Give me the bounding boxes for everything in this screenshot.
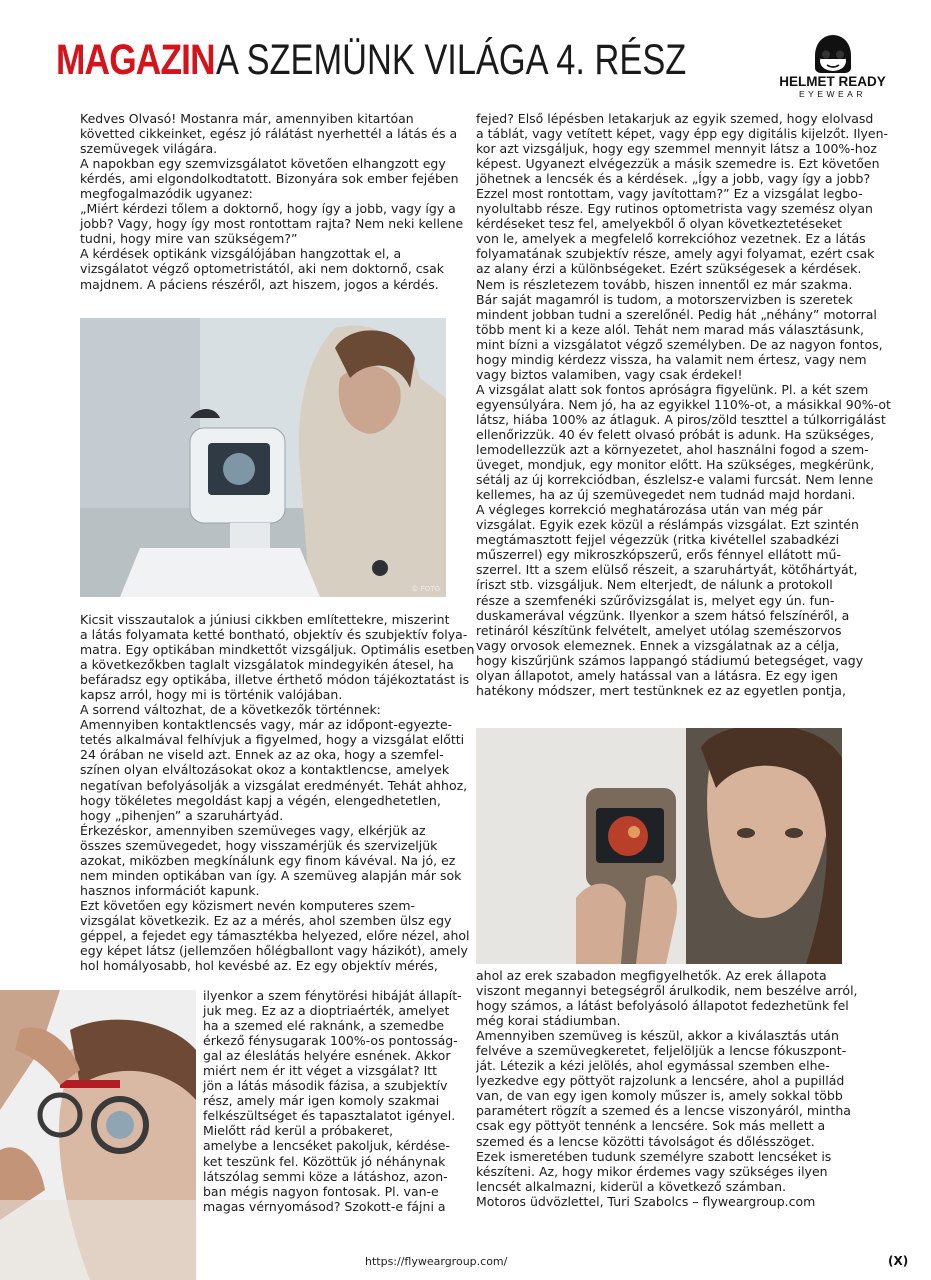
text-line: felvéve a szemüvegkeretet, feljelöljük a lencse fókuszpont- — [476, 1043, 847, 1059]
text-line: a táblát, vagy vetített képet, vagy épp egy digitális kijelzőt. Ilyen- — [476, 126, 889, 142]
text-line: tudni, hogy mire van szükségem?” — [80, 231, 298, 247]
text-line: tetés alkalmával felhívjuk a figyelmed, hogy a vizsgálat előtti — [80, 732, 465, 748]
helmet-face-icon — [811, 34, 855, 74]
text-line: magas vérnyomásod? Szokott-e fájni a — [203, 1198, 446, 1214]
text-line: befáradsz egy optikába, illetve érthető módon tájékoztatást is — [80, 672, 470, 688]
text-line: ban mégis nagyon fontosak. Pl. van-e — [203, 1183, 439, 1199]
text-line: kérdéseket tesz fel, amelyekből ő olyan következtetéseket — [476, 216, 843, 232]
column-2-ending — [476, 968, 858, 1209]
text-line: mindent jobban tudni a szerelőnél. Pedig hát „néhány” motorral — [476, 306, 877, 322]
brand-logo — [770, 34, 895, 100]
text-line: azokat, miközben megkínálunk egy finom kávéval. Na jó, ez — [80, 852, 456, 868]
text-line: géppel, a fejedet egy támasztékba helyezed, előre nézel, ahol — [80, 927, 470, 943]
text-line: Amennyiben kontaktlencsés vagy, már az időpont-egyezte- — [80, 717, 453, 733]
text-line: negatívan befolyásolják a vizsgálat eredményét. Tehát ahhoz, — [80, 777, 468, 793]
text-line: egy képet látsz (jellemzően hőlégballont vagy házikót), amely — [80, 943, 468, 959]
text-line: Kedves Olvasó! Mostanra már, amennyiben kitartóan — [80, 111, 414, 126]
text-line: szemüvegek világára. — [80, 141, 218, 157]
text-line: a látás folyamata ketté bontható, objektív és szubjektív folya- — [80, 627, 468, 643]
text-line: ahol az erek szabadon megfigyelhetők. Az erek állapota — [476, 968, 827, 983]
text-line: hogy mindig kérdezz vissza, ha valamit nem értesz, vagy nem — [476, 351, 867, 367]
text-line: felkészültséget és tapasztalatot igényel. — [203, 1108, 456, 1124]
text-line: hogy kiszűrjünk számos lappangó stádiumú betegséget, vagy — [476, 652, 864, 668]
text-line: matra. Egy optikában mindkettőt vizsgáljuk. Optimális esetben — [80, 642, 475, 658]
text-line: látszólag semmi köze a látáshoz, azon- — [203, 1168, 448, 1184]
text-line: van, de van egy igen komoly műszer is, amely sokkal több — [476, 1088, 843, 1104]
text-line: követted cikkeinket, egész jó rálátást nyerhettél a látás és a — [80, 126, 458, 142]
text-line: Ezt követően egy közismert nevén komputeres szem- — [80, 897, 416, 913]
page-number: (X) — [888, 1254, 909, 1268]
text-line: kor azt vizsgáljuk, hogy egy szemmel mennyit látsz a 100%-hoz — [476, 141, 877, 157]
column-1-body — [80, 612, 474, 973]
text-line: vizsgálatot végző optometristától, aki nem doktornő, csak — [80, 261, 445, 277]
text-line: műszerrel) egy mikroszkópszerű, erős fénnyel ellátott mű- — [476, 547, 841, 563]
text-line: gal az éleslátás helyére esnének. Akkor — [203, 1048, 451, 1064]
text-line: egyensúlyára. Nem jó, ha az egyikkel 110%-ot, a másikkal 90%-ot — [476, 396, 891, 412]
text-line: része a szemfenéki szűrővizsgálat is, melyet egy ún. fun- — [476, 592, 835, 608]
text-line: A sorrend változhat, de a következők történnek: — [80, 702, 381, 718]
text-line: több ment ki a keze alól. Tehát nem marad más választásunk, — [476, 321, 864, 337]
text-line: duskamerával végzünk. Ilyenkor a szem hátsó felszínéről, a — [476, 607, 850, 623]
text-line: kapsz arról, hogy mi is történik valójában. — [80, 687, 343, 703]
text-line: érkező fénysugarak 100%-os pontosság- — [203, 1033, 458, 1049]
text-line: Bár saját magamról is tudom, a motorszervizben is szeretek — [476, 291, 853, 307]
text-line: vagy orvosok elemeznek. Ennek a vizsgálatnak az a célja, — [476, 637, 840, 653]
text-line: retináról készítünk felvételt, amelyet utólag szemészorvos — [476, 622, 842, 638]
logo-subtitle: EYEWEAR — [798, 89, 866, 99]
text-line: jöhetnek a lencsék és a kérdések. „Így a jobb, vagy így a jobb? — [476, 171, 871, 187]
text-line: ellenőrizzük. 40 év felett olvasó próbát is adunk. Ha szükséges, — [476, 426, 875, 442]
text-line: összes szemüvegedet, hogy visszamérjük és szervizeljük — [80, 837, 438, 853]
text-line: amelybe a lencséket pakoljuk, kérdése- — [203, 1138, 450, 1154]
text-line: hogy tökéletes megoldást kapj a végén, elengedhetetlen, — [80, 792, 441, 808]
photo-trial-frame — [0, 990, 196, 1280]
text-line: sétálj az új korrekciódban, észlelsz-e valami furcsát. Nem lenne — [476, 472, 874, 488]
text-line: látsz, hiába 100% az átlaguk. A piros/zöld teszttel a túlkorrigálást — [476, 411, 886, 427]
text-line: paramétert rögzít a szemed és a lencse viszonyáról, mintha — [476, 1103, 851, 1119]
text-line: megfogalmazódik ugyanez: — [80, 186, 253, 202]
column-1-intro — [80, 111, 463, 292]
photo-autorefractor-exam: © FOTÓ — [80, 318, 446, 597]
text-line: vagy biztos valamiben, vagy csak érdekel! — [476, 366, 743, 382]
text-line: lencsét alkalmazni, kiderül a következő számban. — [476, 1178, 787, 1194]
text-line: üveget, mondjuk, egy monitor előtt. Ha szükséges, megkérünk, — [476, 457, 875, 473]
text-line: juk meg. Ez az a dioptriaérték, amelyet — [203, 1003, 450, 1019]
text-line: még korai stádiumban. — [476, 1013, 621, 1029]
text-line: hasznos információt kapunk. — [80, 882, 260, 898]
text-line: szemed és a lencse közötti távolságot és dőlésszöget. — [476, 1133, 815, 1149]
text-line: csak egy pöttyöt tennénk a lencsére. Sok más mellett a — [476, 1118, 826, 1134]
text-line: lemodellezzük azt a környezetet, ahol használni fogod a szem- — [476, 442, 869, 458]
text-line: fejed? Első lépésben letakarjuk az egyik szemed, hogy elolvasd — [476, 111, 874, 126]
footer-url-link[interactable]: https://flyweargroup.com/ — [365, 1255, 508, 1268]
text-line: A vizsgálat alatt sok fontos apróságra figyelünk. Pl. a két szem — [476, 381, 869, 397]
text-line: olyan állapotot, amely hatással van a látásra. Ez egy igen — [476, 667, 838, 683]
text-line: Kicsit visszautalok a júniusi cikkben említettekre, miszerint — [80, 612, 450, 627]
text-line: kellemes, ha az új szemüvegedet nem tudnád majd hordani. — [476, 487, 856, 503]
text-line: hogy számos, a látást befolyásoló állapotot fedezhetünk fel — [476, 998, 849, 1014]
text-line: ha a szemed elé raknánk, a szemedbe — [203, 1018, 445, 1034]
text-line: folyamatának szubjektív része, amely agyi folyamat, ezért csak — [476, 246, 875, 262]
signature-line: Motoros üdvözlettel, Turi Szabolcs – flyweargroup.com — [476, 1193, 816, 1209]
text-line: Nem is részletezem tovább, hiszen innentől ez már szakma. — [476, 276, 853, 292]
text-line: szerrel. Itt a szem elülső részeit, a szaruhártyát, kötőhártyát, — [476, 562, 858, 578]
text-line: lyezkedve egy pöttyöt rajzolunk a lencsére, ahol a pupillád — [476, 1073, 845, 1089]
text-line: kérdés, ami elgondolkodtatott. Bizonyára sok ember fejében — [80, 171, 459, 187]
text-line: viszont megannyi betegségről árulkodik, nem beszélve arról, — [476, 983, 858, 999]
text-line: A kérdések optikánk vizsgálójában hangzottak el, a — [80, 246, 402, 262]
text-line: A napokban egy szemvizsgálatot követően elhangzott egy — [80, 156, 446, 172]
text-line: nyolultabb része. Egy rutinos optometrista vagy szemész olyan — [476, 201, 873, 217]
article-title: A SZEMÜNK VILÁGA 4. RÉSZ — [216, 36, 687, 84]
text-line: ket teszünk fel. Közöttük jó néhánynak — [203, 1153, 446, 1169]
text-line: íriszt stb. vizsgáljuk. Nem elterjedt, de nálunk a protokoll — [476, 577, 833, 593]
text-line: nem minden optikában van így. A szemüveg alapján már sok — [80, 867, 462, 883]
text-line: „Miért kérdezi tőlem a doktornő, hogy így a jobb, vagy így a — [80, 201, 456, 217]
text-line: hatékony módszer, mert testünknek ez az egyetlen pontja, — [476, 682, 846, 698]
magazine-label: MAGAZIN — [56, 36, 215, 84]
photo-fundus-camera — [476, 728, 842, 964]
text-line: A végleges korrekció meghatározása után van még pár — [476, 502, 823, 518]
text-line: mint bízni a vizsgálatot végző személyben. De az nagyon fontos, — [476, 336, 883, 352]
column-2-body — [476, 111, 891, 698]
text-line: hogy „pihenjen” a szaruhártyád. — [80, 807, 284, 823]
text-line: az alany érzi a különbségeket. Ezért szükségesek a kérdések. — [476, 261, 862, 277]
text-line: 24 órában ne viseld azt. Ennek az az oka, hogy a szemfel- — [80, 747, 444, 763]
text-line: vizsgálat következik. Ez az a mérés, ahol szemben ülsz egy — [80, 912, 452, 928]
logo-name: HELMET READY — [779, 74, 886, 89]
text-line: miért nem ér itt véget a vizsgálat? Itt — [203, 1063, 438, 1079]
text-line: hol homályosabb, hol kevésbé az. Ez egy objektív mérés, — [80, 958, 438, 974]
text-line: ját. Létezik a kézi jelölés, ahol egymással szemben elhe- — [476, 1058, 830, 1074]
text-line: ilyenkor a szem fénytörési hibáját állapít- — [203, 988, 462, 1003]
text-line: Ezek ismeretében tudunk személyre szabott lencséket is — [476, 1148, 832, 1164]
text-line: megtámasztott fejjel végezzük (ritka kivétellel szabadkézi — [476, 532, 840, 548]
text-line: rész, amely már igen komoly szakmai — [203, 1093, 440, 1109]
column-1-wrap — [203, 988, 462, 1214]
text-line: majdnem. A páciens részéről, azt hiszem, jogos a kérdés. — [80, 276, 439, 292]
text-line: Mielőtt rád kerül a próbakeret, — [203, 1123, 394, 1139]
text-line: a következőkben taglalt vizsgálatok mindegyikén átesel, ha — [80, 657, 454, 673]
text-line: vizsgálat. Egyik ezek közül a réslámpás vizsgálat. Ezt szintén — [476, 517, 859, 533]
text-line: Érkezéskor, amennyiben szemüveges vagy, elkérjük az — [80, 822, 426, 838]
text-line: készíteni. Az, hogy mikor érdemes vagy szükséges ilyen — [476, 1163, 828, 1179]
text-line: jobb? Vagy, hogy így most rontottam rajta? Nem neki kellene — [80, 216, 464, 232]
text-line: jön a látás második fázisa, a szubjektív — [203, 1078, 448, 1094]
text-line: Ezzel most rontottam, vagy javítottam?” Ez a vizsgálat legbo- — [476, 186, 863, 202]
text-line: von le, amelyek a megfelelő korrekcióhoz vezetnek. Ez a látás — [476, 231, 866, 247]
text-line: Amennyiben szemüveg is készül, akkor a kiválasztás után — [476, 1028, 839, 1044]
text-line: képest. Ugyanezt elvégezzük a másik szemedre is. Ezt követően — [476, 156, 880, 172]
text-line: színen olyan elváltozásokat okoz a kontaktlencse, amelyek — [80, 762, 450, 778]
